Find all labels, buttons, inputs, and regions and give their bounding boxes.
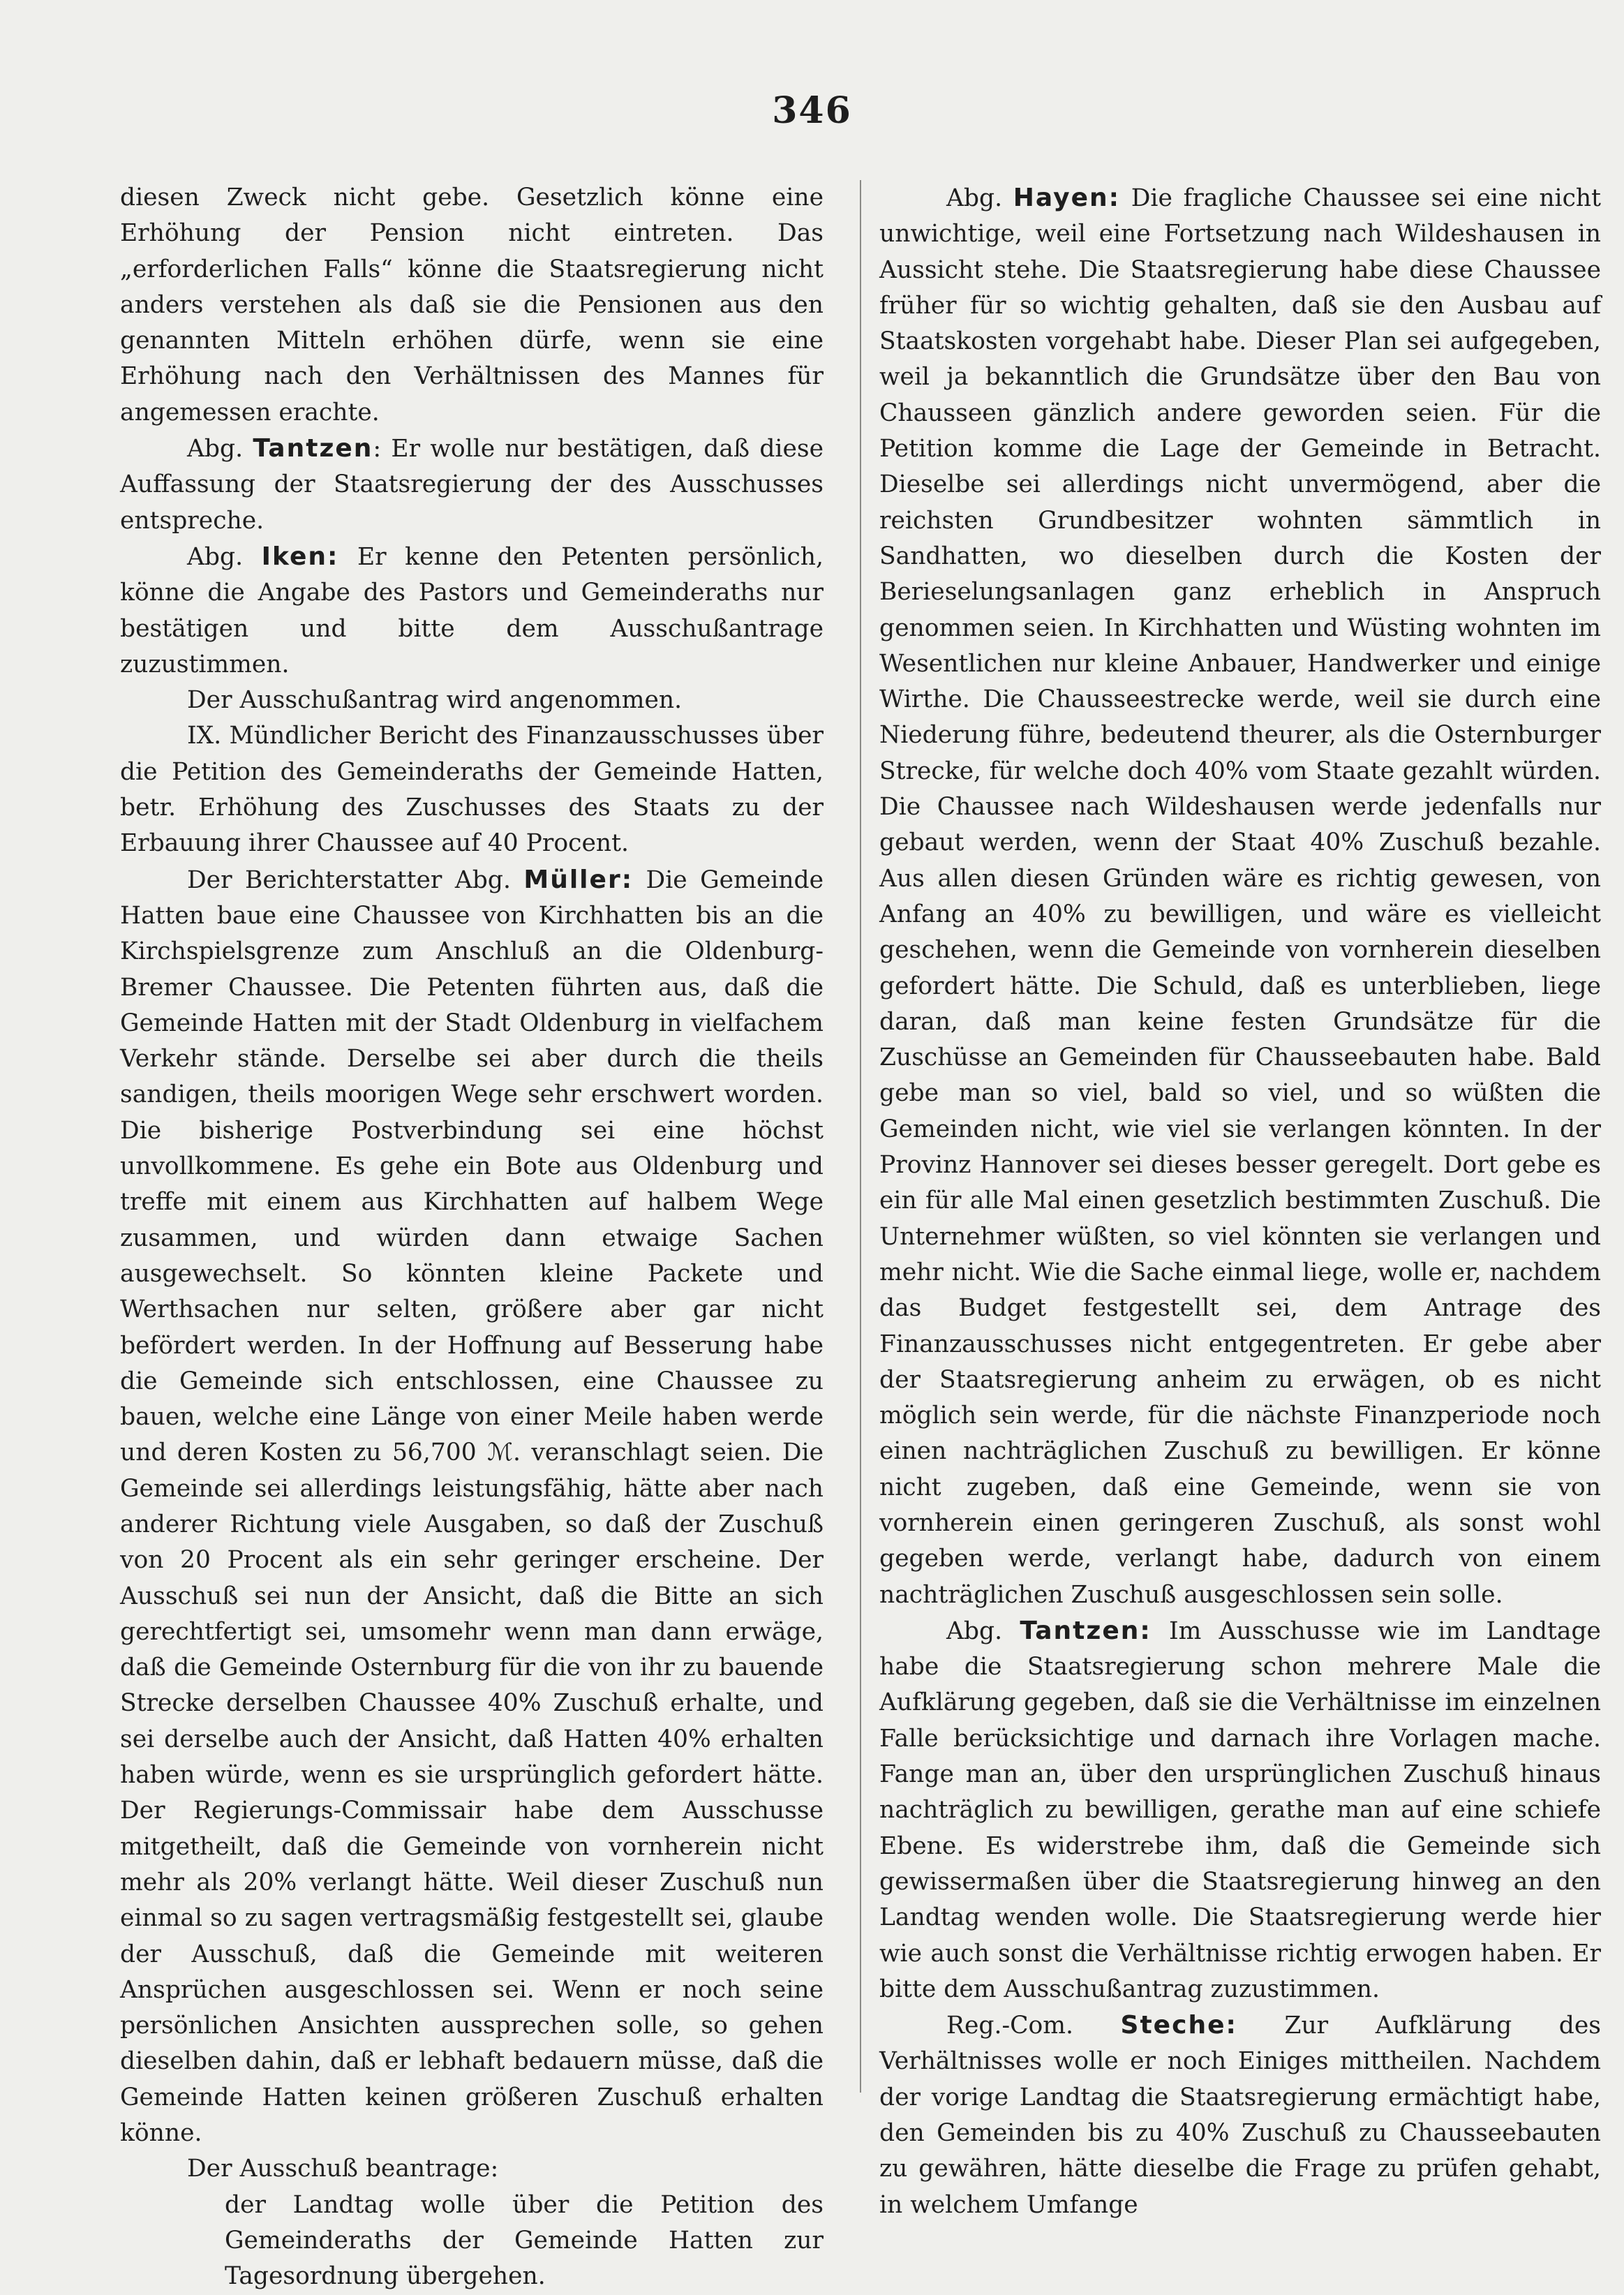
speaker-name: Steche:: [1120, 2011, 1237, 2040]
speech-text: : Er wolle nur bestätigen, daß diese Auffassung der Staatsregierung der des Ausschusses entspreche.: [120, 435, 824, 535]
right-paragraph-1: [879, 180, 1601, 1613]
speech-text: Er kenne den Petenten persönlich, könne die Angabe des Pastors und Gemeinderaths nur bestätigen und bitte dem Ausschußantrage zuzustimmen.: [120, 542, 824, 678]
speaker-name: Hayen:: [1013, 184, 1121, 212]
right-paragraph-2: [879, 1613, 1601, 2007]
speaker-prefix: Abg.: [946, 184, 1013, 212]
speaker-name: Müller:: [523, 865, 634, 894]
right-column: [879, 180, 1601, 2223]
left-column: [120, 180, 824, 2295]
speaker-name: Tantzen: [253, 434, 373, 463]
left-paragraph-6: [120, 862, 824, 2152]
speech-text: Die fragliche Chaussee sei eine nicht unwichtige, weil eine Fortsetzung nach Wildeshausen in Aussicht stehe. Die Staatsregierung habe diese Chaussee früher für so wichtig gehalten, daß sie den Ausbau auf Staatskosten vorgehabt habe. Dieser Plan sei aufgegeben, weil ja bekanntlich die Grundsätze über den Bau von Chausseen gänzlich andere geworden seien. Für die Petition komme die Lage der Gemeinde in Betracht. Dieselbe sei allerdings nicht unvermögend, aber die reichsten Grundbesitzer wohnten sämmtlich in Sandhatten, wo dieselben durch die Kosten der Berieselungsanlagen ganz erheblich in Anspruch genommen seien. In Kirchhatten und Wüsting wohnten im Wesentlichen nur kleine Anbauer, Handwerker und einige Wirthe. Die Chausseestrecke werde, weil sie durch eine Niederung führe, bedeutend theurer, als die Osternburger Strecke, für welche doch 40% vom Staate gezahlt würden. Die Chaussee nach Wildeshausen werde jedenfalls nur gebaut werden, wenn der Staat 40% Zuschuß bezahle. Aus allen diesen Gründen wäre es richtig gewesen, von Anfang an 40% zu bewilligen, und wäre es vielleicht geschehen, wenn die Gemeinde von vornherein dieselben gefordert hätte. Die Schuld, daß es unterblieben, liege daran, daß man keine festen Grundsätze für die Zuschüsse an Gemeinden für Chausseebauten habe. Bald gebe man so viel, bald so viel, und so wüßten die Gemeinden nicht, wie viel sie verlangen könnten. In der Provinz Hannover sei dieses besser geregelt. Dort gebe es ein für alle Mal einen gesetzlich bestimmten Zuschuß. Die Unternehmer wüßten, so viel könnten sie verlangen und mehr nicht. Wie die Sache einmal liege, wolle er, nachdem das Budget festgestellt sei, dem Antrage des Finanzausschusses nicht entgegentreten. Er gebe aber der Staatsregierung anheim zu erwägen, ob es nicht möglich sein werde, für die nächste Finanzperiode noch einen nachträglichen Zuschuß zu bewilligen. Er könne nicht zugeben, daß eine Gemeinde, wenn sie von vornherein einen geringeren Zuschuß, als sonst wohl gegeben werde, verlangt habe, dadurch von einem nachträglichen Zuschuß ausgeschlossen sein solle.: [879, 184, 1601, 1609]
speaker-prefix: Abg.: [946, 1617, 1020, 1645]
left-paragraph-7: Der Ausschuß beantrage:: [187, 2155, 499, 2183]
speaker-name: Iken:: [261, 542, 339, 571]
speaker-prefix: Abg.: [187, 435, 253, 463]
left-paragraph-3: [120, 539, 824, 683]
left-paragraph-4: Der Ausschußantrag wird angenommen.: [187, 686, 683, 715]
speech-text: Im Ausschusse wie im Landtage habe die Staatsregierung schon mehrere Male die Aufklärung gegeben, daß sie die Verhältnisse im einzelnen Falle berücksichtige und darnach ihre Vorlagen mache. Fange man an, über den ursprünglichen Zuschuß hinaus nachträglich zu bewilligen, gerathe man auf eine schiefe Ebene. Es widerstrebe ihm, daß die Gemeinde sich gewissermaßen über die Staatsregierung hinweg an den Landtag wenden wolle. Die Staatsregierung werde hier wie auch sonst die Verhältnisse richtig erwogen haben. Er bitte dem Ausschußantrag zuzustimmen.: [879, 1617, 1601, 2003]
speech-text: Zur Aufklärung des Verhältnisses wolle er noch Einiges mittheilen. Nachdem der vorige Landtag die Staatsregierung ermächtigt habe, den Gemeinden bis zu 40% Zuschuß zu Chausseebauten zu gewähren, hätte dieselbe die Frage zu prüfen gehabt, in welchem Umfange: [879, 2012, 1601, 2219]
motion-text: der Landtag wolle über die Petition des Gemeinderaths der Gemeinde Hatten zur Tagesordnung übergehen.: [225, 2190, 824, 2291]
left-paragraph-1: diesen Zweck nicht gebe. Gesetzlich könne eine Erhöhung der Pension nicht eintreten. Das „erforderlichen Falls“ könne die Staatsregierung nicht anders verstehen als daß sie die Pensionen aus den genannten Mitteln erhöhen dürfe, wenn sie eine Erhöhung nach den Verhältnissen des Mannes für angemessen erachte.: [120, 184, 824, 426]
right-paragraph-3: [879, 2007, 1601, 2223]
speaker-prefix: Der Berichterstatter Abg.: [187, 866, 524, 894]
speaker-prefix: Abg.: [187, 542, 262, 571]
agenda-item-heading: IX. Mündlicher Bericht des Finanzausschusses über die Petition des Gemeinderaths der Gemeinde Hatten, betr. Erhöhung des Zuschusses des Staats zu der Erbauung ihrer Chaussee auf 40 Procent.: [120, 722, 824, 858]
left-paragraph-2: [120, 431, 824, 539]
page-number: 346: [772, 89, 852, 132]
speaker-prefix: Reg.-Com.: [946, 2012, 1121, 2040]
speech-text: Die Gemeinde Hatten baue eine Chaussee von Kirchhatten bis an die Kirchspielsgrenze zum Anschluß an die Oldenburg-Bremer Chaussee. Die Petenten führten aus, daß die Gemeinde Hatten mit der Stadt Oldenburg in vielfachem Verkehr stände. Derselbe sei aber durch die theils sandigen, theils moorigen Wege sehr erschwert worden. Die bisherige Postverbindung sei eine höchst unvollkommene. Es gehe ein Bote aus Oldenburg und treffe mit einem aus Kirchhatten auf halbem Wege zusammen, und würden dann etwaige Sachen ausgewechselt. So könnten kleine Packete und Werthsachen nur selten, größere aber gar nicht befördert werden. In der Hoffnung auf Besserung habe die Gemeinde sich entschlossen, eine Chaussee zu bauen, welche eine Länge von einer Meile haben werde und deren Kosten zu 56,700 ℳ. veranschlagt seien. Die Gemeinde sei allerdings leistungsfähig, hätte aber nach anderer Richtung viele Ausgaben, so daß der Zuschuß von 20 Procent als ein sehr geringer erscheine. Der Ausschuß sei nun der Ansicht, daß die Bitte an sich gerechtfertigt sei, umsomehr wenn man dann erwäge, daß die Gemeinde Osternburg für die von ihr zu bauende Strecke derselben Chaussee 40% Zuschuß erhalte, und sei derselbe auch der Ansicht, daß Hatten 40% erhalten haben würde, wenn es sie ursprünglich gefordert hätte. Der Regierungs-Commissair habe dem Ausschusse mitgetheilt, daß die Gemeinde von vornherein nicht mehr als 20% verlangt hätte. Weil dieser Zuschuß nun einmal so zu sagen vertragsmäßig festgestellt sei, glaube der Ausschuß, daß die Gemeinde mit weiteren Ansprüchen ausgeschlossen sei. Wenn er noch seine persönlichen Ansichten aussprechen solle, so gehen dieselben dahin, daß er lebhaft bedauern müsse, daß die Gemeinde Hatten keinen größeren Zuschuß erhalten könne.: [120, 866, 824, 2148]
speaker-name: Tantzen:: [1020, 1616, 1152, 1645]
column-divider: [860, 180, 861, 2093]
